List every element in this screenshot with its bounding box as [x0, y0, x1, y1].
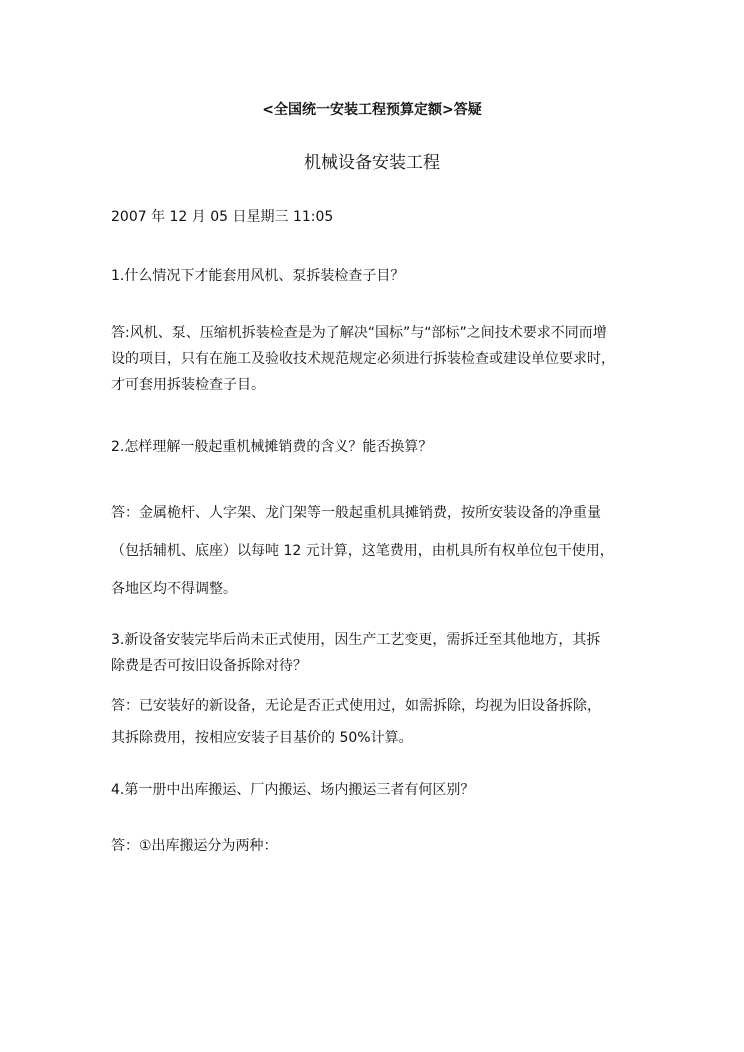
question-3: [111, 627, 635, 679]
question-1: 1.什么情况下才能套用风机、泵拆装检查子目？: [111, 268, 405, 284]
answer-3-line: 答：已安装好的新设备，无论是否正式使用过，如需拆除，均视为旧设备拆除，: [111, 698, 601, 714]
answer-3-line: 其拆除费用，按相应安装子目基价的 50%计算。: [111, 730, 413, 746]
question-3-line: 3.新设备安装完毕后尚未正式使用，因生产工艺变更，需拆迁至其他地方，其拆: [111, 632, 601, 648]
answer-1: [111, 320, 635, 398]
answer-3: [111, 690, 635, 754]
question-3-line: 除费是否可按旧设备拆除对待？: [111, 658, 307, 674]
answer-2-line: 各地区均不得调整。: [111, 581, 237, 597]
answer-2-line: （包括辅机、底座）以每吨 12 元计算，这笔费用，由机具所有权单位包干使用，: [111, 543, 614, 559]
document-subtitle: 机械设备安装工程: [304, 153, 440, 173]
answer-2-line: 答：金属桅杆、人字架、龙门架等一般起重机具摊销费，按所安装设备的净重量: [111, 505, 601, 521]
answer-4: 答：①出库搬运分为两种：: [111, 838, 278, 854]
question-2: 2.怎样理解一般起重机械摊销费的含义？能否换算？: [111, 439, 433, 455]
answer-2: [111, 494, 635, 608]
answer-1-line: 才可套用拆装检查子目。: [111, 377, 265, 393]
answer-1-line: 答:风机、泵、压缩机拆装检查是为了解决“国标”与“部标”之间技术要求不同而增: [111, 325, 607, 341]
answer-1-line: 设的项目，只有在施工及验收技术规范规定必须进行拆装检查或建设单位要求时，: [111, 351, 615, 367]
document-title: <全国统一安装工程预算定额>答疑: [262, 102, 482, 118]
post-date: 2007 年 12 月 05 日星期三 11:05: [111, 209, 334, 225]
question-4: 4.第一册中出库搬运、厂内搬运、场内搬运三者有何区别？: [111, 782, 475, 798]
